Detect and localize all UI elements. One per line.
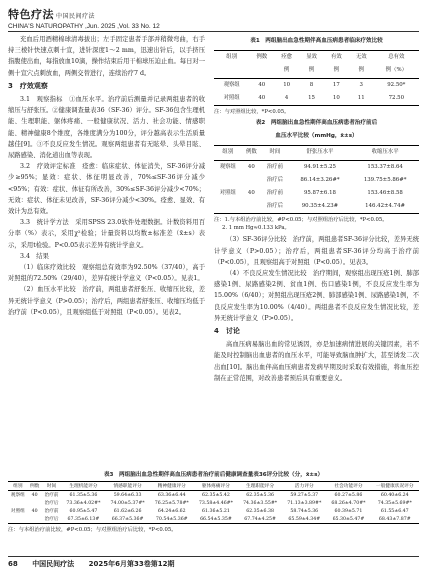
table2-header: 组别 — [214, 146, 242, 160]
page-footer — [8, 559, 186, 569]
table1-unit — [249, 64, 274, 78]
paragraph: 充血后用酒精棉球清毒拔出；左手固定患者手部并稍微弯曲，右手持三棱针快速点刺十宣，进针深度1～2 mm，迅速出针后，以手挤压指腹使出血，每指放血10滴，操作结束后用干棉球压迫止血。每日对一侧十宣穴点刺放血，两侧交替进行，连续治疗7 d。 — [8, 36, 205, 77]
table-cell: 对照组 — [219, 190, 236, 197]
table-cell: 59.27±5.37 — [290, 492, 319, 498]
table-cell: 60.95±5.47 — [69, 508, 98, 514]
table-cell: 153.46±8.58 — [367, 190, 403, 197]
table-cell — [214, 200, 242, 214]
table-cell — [214, 174, 242, 187]
table-row — [214, 160, 419, 174]
table3-header: 活力评分 — [282, 482, 326, 491]
table-cell: 61.36±5.21 — [202, 508, 230, 514]
table3-header: 社会功能评分 — [326, 482, 370, 491]
journal-title-cn: 特色疗法 — [8, 8, 54, 21]
table-cell: 8 — [309, 81, 314, 88]
table-row — [214, 92, 419, 106]
table-cell: 治疗前 — [44, 509, 59, 514]
table-cell: 68.26±4.70#* — [331, 500, 366, 506]
table-cell: 15 — [299, 92, 324, 106]
table-cell — [8, 499, 28, 507]
table-cell: 86.14±3.26#* — [300, 176, 340, 183]
table-cell: 10 — [283, 81, 291, 88]
table-cell: 73.36±4.02#* — [66, 500, 101, 506]
table-cell — [242, 200, 261, 214]
table-cell: 73.58±4.46#* — [198, 500, 233, 506]
table2-note-line1: 注：1.与本组治疗前比较，#P<0.05；与对照组治疗后比较，*P<0.05。 — [214, 217, 388, 224]
paragraph: （2）血压水平比较 治疗前，两组患者舒张压、收缩压比较，差异无统计学意义（P>0.05）；治疗后，两组患者舒张压、收缩压均低于治疗前（P<0.05），且观察组低于对照组（P<0.05）。见表2。 — [8, 286, 205, 316]
table1-header: 总有效 — [374, 51, 419, 65]
table1-unit: 例 — [324, 64, 349, 78]
header-rule — [8, 31, 419, 32]
table-row — [8, 515, 419, 524]
table-cell — [242, 174, 261, 187]
journal-title — [8, 6, 419, 22]
table2-header: 例数 — [242, 146, 261, 160]
journal-issue-line: CHINA'S NATUROPATHY ,Jun. 2025 ,Vol. 33 No. 12 — [8, 23, 160, 30]
table-cell: 70.54±5.36# — [150, 515, 194, 524]
table-cell: 60.27±5.86 — [334, 492, 363, 498]
table-cell: 67.35±6.13# — [61, 515, 105, 524]
table-cell: 观察组 — [10, 493, 25, 498]
table3-header: 情感职能评分 — [106, 482, 150, 491]
table-cell: 92.50* — [387, 81, 406, 88]
table-cell: 62.35±5.42 — [202, 492, 230, 498]
paragraph: 3.2 疗效评定标准 痊愈：临床症状、体征消失，SF-36评分减少≥95%；显效：症状、体征明显改善，70%≤SF-36评分减少<95%；有效：症状、体征有所改善，30%≤SF-36评分减少<70%；无效：症状、体征未见改善，SF-36评分减少<30%。痊愈、显效、有效计为总有效。 — [8, 163, 205, 216]
left-column — [8, 34, 205, 318]
table-cell: 40 — [31, 508, 38, 514]
table-cell: 40 — [247, 163, 255, 170]
table1-header: 显效 — [299, 51, 324, 65]
table-cell: 治疗后 — [261, 200, 289, 214]
table-cell: 67.74±4.25# — [238, 515, 282, 524]
table-cell: 17 — [332, 81, 340, 88]
table3-caption: 表3 两组脑出血急性期伴高血压病患者治疗前后健康调查量表36评分比较（分，x̄±s） — [103, 472, 324, 478]
table-cell: 62.35±5.36 — [246, 492, 274, 498]
table1-header: 痊愈 — [274, 51, 299, 65]
section-heading: 4 讨论 — [214, 327, 240, 336]
table-cell: 68.43±7.87# — [371, 515, 419, 524]
table-cell — [28, 499, 42, 507]
table1-unit: 例 — [349, 64, 374, 78]
table2-header: 时间 — [261, 146, 289, 160]
footer-issue: 2025年6月第33卷第12期 — [88, 560, 175, 568]
table-cell: 95.87±6.18 — [303, 190, 336, 197]
footer-rule — [8, 556, 419, 557]
table-cell: 治疗前 — [266, 163, 283, 170]
table-cell: 66.54±5.35# — [194, 515, 238, 524]
table-cell: 62.35±6.38 — [246, 508, 274, 514]
table-cell: 76.25±5.78#* — [154, 500, 189, 506]
page-number: 68 — [8, 560, 18, 568]
table3-header: 生理职能评分 — [238, 482, 282, 491]
table2-header: 收缩压水平 — [351, 146, 419, 160]
table2-note-line2: 2. 1 mm Hg≈0.133 kPa。 — [222, 225, 290, 232]
table-cell: 65.30±5.47# — [326, 515, 370, 524]
table-cell: 64.24±6.62 — [157, 508, 186, 514]
table-cell: 观察组 — [219, 163, 236, 170]
table-cell: 10 — [324, 92, 349, 106]
table-cell: 观察组 — [223, 81, 240, 88]
paragraph: （4）不良反应发生情况比较 治疗期间，观察组出现压疮1例、肺部感染1例、尿路感染2例、贫血1例、伤口感染1例，不良反应发生率为15.00%（6/40）；对照组出现压疮2例、肺部感染1例、尿路感染1例，不良反应发生率为10.00%（4/40）。两组患者不良反应发生情况比较，差异无统计学意义（P>0.05）。 — [214, 270, 419, 322]
table3-header: 生理机能评分 — [61, 482, 105, 491]
table3-block — [8, 468, 419, 536]
table-cell: 60.39±5.71 — [334, 508, 363, 514]
table-cell — [28, 515, 42, 524]
paragraph: 高血压病易脑出血的常见诱因，亦是加速病情进展的关键因素，若不能及时控制脑出血患者的血压水平，可能导致脑血肿扩大，甚至诱发二次出血[10]。脑出血伴高血压病患者发病早期及时采取有效措施，将血压控制在正常范围，对改善患者预后具有重要意义。 — [214, 341, 419, 382]
table1-header: 无效 — [349, 51, 374, 65]
table-cell: 4 — [274, 92, 299, 106]
table-row — [8, 491, 419, 500]
table-cell: 3 — [359, 81, 363, 88]
table-cell: 40 — [31, 492, 38, 498]
table-cell: 对照组 — [10, 509, 25, 514]
table-cell: 治疗后 — [266, 176, 283, 183]
table3-header: 时间 — [42, 482, 62, 491]
table-cell: 治疗后 — [42, 515, 62, 524]
table-cell: 90.35±4.23# — [289, 200, 352, 214]
table1-header: 有效 — [324, 51, 349, 65]
table-cell: 61.62±6.26 — [113, 508, 142, 514]
table-cell: 61.35±5.36 — [69, 492, 98, 498]
table2-caption-line2: 血压水平比较（mmHg，x̄±s） — [275, 133, 358, 140]
table-cell: 61.55±6.47 — [380, 508, 409, 514]
table1-caption: 表1 两组脑出血急性期伴高血压病患者临床疗效比较 — [250, 38, 383, 44]
table1-header: 组别 — [214, 51, 249, 65]
table1-unit: 例 — [299, 64, 324, 78]
table-cell: 对照组 — [214, 92, 249, 106]
table-cell: 40 — [247, 190, 255, 197]
table1-header: 例数 — [249, 51, 274, 65]
table1-unit — [214, 64, 249, 78]
table2-header: 舒张压水平 — [289, 146, 352, 160]
table-cell: 58.74±5.36 — [290, 508, 319, 514]
table3-note: 注：与本组治疗前比较，#P<0.05；与对照组治疗后比较，*P<0.05。 — [8, 527, 177, 533]
table1-unit: 例 — [274, 64, 299, 78]
table-cell: 153.37±8.64 — [367, 163, 403, 170]
table-row — [214, 187, 419, 200]
table3-header: 精神健康评分 — [150, 482, 194, 491]
table2-caption: 表2 两组脑出血急性期伴高血压病患者治疗前后 — [255, 120, 378, 127]
table-cell: 74.00±5.37#* — [110, 500, 145, 506]
paragraph: 3.3 统计学方法 采用SPSS 23.0软件处理数据。计数资料用百分率（%）表示，采用χ²检验；计量资料以均数±标准差（x̄±s）表示，采用t检验。P<0.05表示差异有统计学意义。 — [8, 219, 205, 249]
table2-note — [214, 216, 419, 232]
paragraph: （3）SF-36评分比较 治疗前，两组患者SF-36评分比较，差异无统计学意义（P>0.05）；治疗后，两组患者SF-36评分均高于治疗前（P<0.05），且观察组高于对照组（P<0.05）。见表3。 — [214, 236, 419, 266]
table-cell: 63.36±6.44 — [157, 492, 186, 498]
table-cell: 72.50 — [374, 92, 419, 106]
table-row — [8, 499, 419, 507]
table-row — [8, 507, 419, 515]
paragraph: 3.4 结果 — [20, 252, 49, 260]
paragraph: （1）临床疗效比较 观察组总有效率为92.50%（37/40），高于对照组的72.50%（29/40），差异有统计学意义（P<0.05）。见表1。 — [8, 264, 205, 283]
journal-title-sub: 中国民间疗法 — [56, 13, 96, 20]
table-cell: 74.35±5.69#* — [377, 500, 412, 506]
section-heading: 3 疗效观察 — [8, 81, 48, 90]
table-cell: 59.64±6.33 — [113, 492, 142, 498]
paragraph: 3.1 观察指标 ①血压水平。治疗前后测量并记录两组患者的收缩压与舒张压。②健康调查量表36（SF-36）评分。SF-36包含生理机能、生理职能、躯体疼痛、一般健康状况、活力、社会功能、情感职能、精神健康8个维度，各维度满分为100分，评分越高表示生活质量越佳[9]。③不良反应发生情况。观察两组患者有无眩晕、头晕目眩、尿路感染、消化道出血等表现。 — [8, 96, 205, 160]
journal-header — [8, 6, 419, 30]
table3-header: 组别 — [8, 482, 28, 491]
table-cell: 40 — [249, 92, 274, 106]
table1-note: 注：与对照组比较，*P<0.05。 — [214, 109, 290, 116]
table3 — [8, 481, 419, 524]
table-cell — [8, 515, 28, 524]
table3-header: 一般健康状况评分 — [371, 482, 419, 491]
table-row — [214, 174, 419, 187]
table-cell: 94.91±5.25 — [303, 163, 336, 170]
table-cell: 治疗后 — [44, 501, 59, 506]
table-cell: 60.40±6.24 — [380, 492, 409, 498]
table-cell: 治疗前 — [44, 493, 59, 498]
table2 — [214, 145, 419, 214]
right-column — [214, 34, 419, 384]
table1 — [214, 50, 419, 106]
table-row — [214, 200, 419, 214]
table1-unit: 例（%） — [374, 64, 419, 78]
table-cell: 74.36±3.55#* — [243, 500, 278, 506]
table-cell: 65.59±4.34# — [282, 515, 326, 524]
table-cell: 71.13±3.89#* — [287, 500, 322, 506]
table-cell: 40 — [258, 81, 266, 88]
table-cell: 治疗前 — [266, 190, 283, 197]
table3-header: 躯体疼痛评分 — [194, 482, 238, 491]
footer-journal: 中国民间疗法 — [32, 560, 75, 568]
table-cell: 146.42±4.74# — [351, 200, 419, 214]
table-cell: 139.75±5.86#* — [363, 176, 407, 183]
table3-header: 例数 — [28, 482, 42, 491]
table-cell: 11 — [349, 92, 374, 106]
table-row — [214, 78, 419, 92]
table-cell: 66.37±5.36# — [106, 515, 150, 524]
